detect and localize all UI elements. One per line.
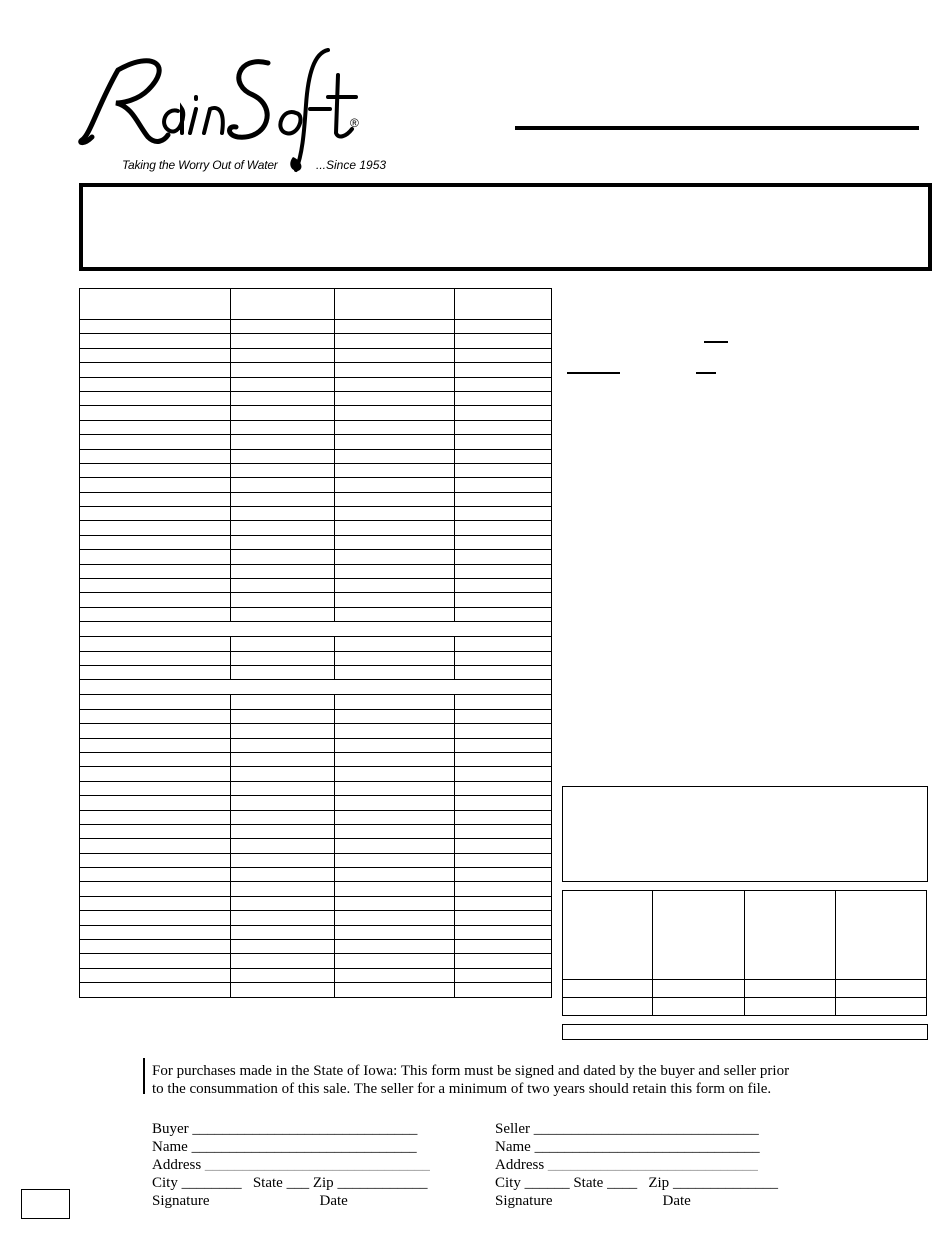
- table-cell: [80, 420, 231, 434]
- table-row: [80, 983, 552, 997]
- table-cell: [335, 334, 455, 348]
- table-row: [80, 320, 552, 334]
- buyer-signature-field: Signature Date: [152, 1193, 348, 1209]
- table-cell: [231, 824, 335, 838]
- table-cell: [231, 954, 335, 968]
- table-cell: [80, 550, 231, 564]
- table-cell: [80, 651, 231, 665]
- table-cell: [455, 954, 552, 968]
- table-row: [80, 637, 552, 651]
- table-row: [80, 940, 552, 954]
- table-cell: [231, 420, 335, 434]
- table-row: [80, 492, 552, 506]
- table-row: [563, 998, 927, 1016]
- table-cell: [231, 882, 335, 896]
- table-row: [80, 348, 552, 362]
- table-cell: [231, 896, 335, 910]
- table-cell: [80, 363, 231, 377]
- table-cell: [455, 593, 552, 607]
- table-cell: [455, 406, 552, 420]
- table-row: [80, 579, 552, 593]
- table-cell: [455, 896, 552, 910]
- table-cell: [80, 507, 231, 521]
- table-row: [80, 651, 552, 665]
- table-cell: [80, 289, 231, 320]
- table-cell: [231, 320, 335, 334]
- thin-box: [562, 1024, 928, 1040]
- svg-text:®: ®: [350, 116, 359, 130]
- table-cell: [335, 593, 455, 607]
- table-cell: [335, 767, 455, 781]
- table-cell: [80, 334, 231, 348]
- table-cell: [231, 637, 335, 651]
- section-row: [80, 680, 552, 695]
- table-cell: [335, 824, 455, 838]
- table-cell: [80, 695, 231, 709]
- table-row: [80, 680, 552, 695]
- table-cell: [231, 839, 335, 853]
- table-cell: [335, 882, 455, 896]
- table-cell: [231, 435, 335, 449]
- table-cell: [455, 911, 552, 925]
- table-row: [80, 377, 552, 391]
- logo-tagline: Taking the Worry Out of Water: [122, 158, 278, 172]
- table-cell: [80, 896, 231, 910]
- table-cell: [455, 363, 552, 377]
- table-cell: [335, 911, 455, 925]
- table-row: [80, 665, 552, 679]
- table-cell: [80, 478, 231, 492]
- table-cell: [335, 391, 455, 405]
- notes-box: [562, 786, 928, 882]
- table-row: [80, 622, 552, 637]
- table-row: [80, 521, 552, 535]
- table-row: [80, 564, 552, 578]
- rainsoft-logo: [78, 45, 378, 175]
- table-cell: [335, 665, 455, 679]
- header-box: [79, 183, 932, 271]
- table-cell: [652, 980, 745, 998]
- table-cell: [80, 492, 231, 506]
- table-cell: [231, 449, 335, 463]
- table-cell: [80, 954, 231, 968]
- table-row: [80, 334, 552, 348]
- table-cell: [231, 925, 335, 939]
- table-row: [80, 391, 552, 405]
- table-cell: [80, 738, 231, 752]
- table-cell: [455, 709, 552, 723]
- table-cell: [231, 478, 335, 492]
- table-cell: [80, 724, 231, 738]
- table-cell: [455, 435, 552, 449]
- table-cell: [335, 579, 455, 593]
- table-row: [563, 891, 927, 980]
- table-cell: [80, 853, 231, 867]
- table-cell: [335, 507, 455, 521]
- table-cell: [80, 925, 231, 939]
- table-cell: [80, 968, 231, 982]
- table-row: [80, 767, 552, 781]
- table-cell: [231, 535, 335, 549]
- table-cell: [231, 868, 335, 882]
- seller-city-field: City ______ State ____ Zip ______________: [495, 1175, 778, 1191]
- table-cell: [563, 980, 653, 998]
- table-cell: [455, 983, 552, 997]
- seller-address-field: Address ____________________________: [495, 1157, 758, 1173]
- table-row: [80, 824, 552, 838]
- table-cell: [231, 289, 335, 320]
- table-row: [80, 738, 552, 752]
- table-row: [80, 839, 552, 853]
- table-row: [80, 868, 552, 882]
- table-cell: [231, 752, 335, 766]
- table-cell: [335, 983, 455, 997]
- table-cell: [455, 492, 552, 506]
- table-row: [80, 420, 552, 434]
- table-cell: [563, 998, 653, 1016]
- table-cell: [563, 891, 653, 980]
- table-row: [80, 882, 552, 896]
- table-cell: [335, 406, 455, 420]
- table-cell: [80, 752, 231, 766]
- table-cell: [652, 891, 745, 980]
- table-cell: [455, 637, 552, 651]
- table-cell: [455, 853, 552, 867]
- section-row: [80, 622, 552, 637]
- table-cell: [455, 824, 552, 838]
- table-cell: [231, 665, 335, 679]
- table-row: [80, 478, 552, 492]
- table-cell: [80, 377, 231, 391]
- table-cell: [231, 607, 335, 621]
- table-row: [80, 507, 552, 521]
- table-cell: [231, 709, 335, 723]
- table-cell: [335, 738, 455, 752]
- table-row: [80, 911, 552, 925]
- table-cell: [335, 810, 455, 824]
- table-cell: [745, 980, 836, 998]
- table-cell: [455, 535, 552, 549]
- table-cell: [231, 363, 335, 377]
- table-row: [80, 752, 552, 766]
- table-cell: [335, 651, 455, 665]
- table-cell: [335, 695, 455, 709]
- table-cell: [80, 637, 231, 651]
- table-cell: [80, 796, 231, 810]
- short-rule-3: [696, 372, 716, 374]
- table-cell: [335, 492, 455, 506]
- table-row: [80, 550, 552, 564]
- table-cell: [335, 449, 455, 463]
- table-cell: [455, 882, 552, 896]
- table-cell: [455, 839, 552, 853]
- table-cell: [80, 607, 231, 621]
- table-cell: [231, 968, 335, 982]
- table-cell: [231, 738, 335, 752]
- table-cell: [652, 998, 745, 1016]
- table-cell: [335, 377, 455, 391]
- table-row: [80, 853, 552, 867]
- table-cell: [231, 724, 335, 738]
- table-cell: [80, 348, 231, 362]
- table-cell: [80, 449, 231, 463]
- table-cell: [455, 391, 552, 405]
- table-cell: [80, 767, 231, 781]
- table-cell: [455, 550, 552, 564]
- seller-signature-field: Signature Date: [495, 1193, 691, 1209]
- table-cell: [80, 593, 231, 607]
- table-cell: [335, 435, 455, 449]
- table-cell: [80, 911, 231, 925]
- table-cell: [231, 796, 335, 810]
- table-row: [80, 695, 552, 709]
- table-cell: [231, 911, 335, 925]
- table-cell: [335, 535, 455, 549]
- table-cell: [455, 564, 552, 578]
- table-cell: [455, 377, 552, 391]
- table-cell: [80, 406, 231, 420]
- table-cell: [335, 637, 455, 651]
- table-cell: [455, 420, 552, 434]
- table-row: [80, 724, 552, 738]
- table-cell: [455, 968, 552, 982]
- table-row: [80, 449, 552, 463]
- table-cell: [455, 810, 552, 824]
- table-cell: [335, 564, 455, 578]
- table-cell: [231, 492, 335, 506]
- table-cell: [80, 564, 231, 578]
- table-row: [80, 796, 552, 810]
- table-cell: [455, 289, 552, 320]
- table-cell: [80, 810, 231, 824]
- table-row: [80, 463, 552, 477]
- notice-bar: [143, 1058, 145, 1094]
- table-cell: [455, 665, 552, 679]
- table-cell: [335, 781, 455, 795]
- table-cell: [335, 853, 455, 867]
- table-cell: [231, 767, 335, 781]
- table-cell: [335, 289, 455, 320]
- table-cell: [455, 507, 552, 521]
- table-cell: [455, 781, 552, 795]
- table-cell: [80, 781, 231, 795]
- table-cell: [80, 320, 231, 334]
- table-cell: [231, 781, 335, 795]
- table-cell: [231, 564, 335, 578]
- table-cell: [231, 651, 335, 665]
- table-cell: [836, 891, 927, 980]
- table-cell: [335, 896, 455, 910]
- table-cell: [455, 320, 552, 334]
- table-cell: [231, 550, 335, 564]
- iowa-notice: [152, 1062, 852, 1098]
- table-cell: [231, 391, 335, 405]
- table-row: [80, 925, 552, 939]
- seller-field: Seller ______________________________: [495, 1121, 759, 1137]
- table-cell: [335, 420, 455, 434]
- table-row: [80, 810, 552, 824]
- table-cell: [455, 348, 552, 362]
- table-cell: [455, 651, 552, 665]
- table-cell: [231, 463, 335, 477]
- summary-grid-table: [562, 890, 927, 1016]
- table-cell: [836, 998, 927, 1016]
- table-cell: [231, 593, 335, 607]
- buyer-name-field: Name ______________________________: [152, 1139, 417, 1155]
- buyer-block: [152, 1120, 430, 1210]
- table-cell: [455, 449, 552, 463]
- short-rule-1: [704, 341, 728, 343]
- table-cell: [80, 579, 231, 593]
- table-cell: [335, 752, 455, 766]
- table-cell: [455, 925, 552, 939]
- table-cell: [231, 983, 335, 997]
- table-cell: [231, 507, 335, 521]
- table-row: [80, 781, 552, 795]
- table-row: [80, 968, 552, 982]
- table-cell: [455, 521, 552, 535]
- table-cell: [455, 607, 552, 621]
- table-cell: [335, 320, 455, 334]
- table-cell: [455, 738, 552, 752]
- table-cell: [231, 334, 335, 348]
- table-row: [80, 593, 552, 607]
- buyer-city-field: City ________ State ___ Zip ____________: [152, 1175, 428, 1191]
- table-cell: [231, 521, 335, 535]
- table-cell: [455, 868, 552, 882]
- table-cell: [335, 925, 455, 939]
- table-cell: [745, 891, 836, 980]
- table-row: [80, 363, 552, 377]
- table-row: [80, 954, 552, 968]
- seller-block: [495, 1120, 778, 1210]
- main-grid-table: [79, 288, 552, 998]
- table-cell: [455, 334, 552, 348]
- table-cell: [231, 940, 335, 954]
- buyer-field: Buyer ______________________________: [152, 1121, 418, 1137]
- logo-since: ...Since 1953: [316, 158, 387, 172]
- table-row: [80, 435, 552, 449]
- table-cell: [335, 463, 455, 477]
- table-cell: [335, 521, 455, 535]
- table-cell: [455, 695, 552, 709]
- table-cell: [335, 940, 455, 954]
- table-cell: [80, 824, 231, 838]
- table-cell: [80, 839, 231, 853]
- table-cell: [836, 980, 927, 998]
- table-cell: [80, 940, 231, 954]
- table-cell: [80, 463, 231, 477]
- table-cell: [745, 998, 836, 1016]
- table-cell: [80, 535, 231, 549]
- table-cell: [455, 463, 552, 477]
- table-row: [80, 406, 552, 420]
- table-cell: [231, 348, 335, 362]
- table-row: [80, 289, 552, 320]
- table-cell: [231, 406, 335, 420]
- seller-name-field: Name ______________________________: [495, 1139, 760, 1155]
- table-row: [563, 980, 927, 998]
- table-cell: [231, 377, 335, 391]
- table-cell: [80, 521, 231, 535]
- table-row: [80, 709, 552, 723]
- table-cell: [80, 665, 231, 679]
- table-cell: [335, 478, 455, 492]
- short-rule-2: [567, 372, 620, 374]
- table-cell: [335, 348, 455, 362]
- table-cell: [231, 853, 335, 867]
- table-cell: [455, 579, 552, 593]
- table-cell: [455, 796, 552, 810]
- table-row: [80, 607, 552, 621]
- table-cell: [455, 724, 552, 738]
- table-cell: [335, 607, 455, 621]
- title-rule: [515, 126, 919, 130]
- buyer-address-field: Address ______________________________: [152, 1157, 430, 1173]
- table-cell: [80, 391, 231, 405]
- table-row: [80, 896, 552, 910]
- table-cell: [80, 882, 231, 896]
- table-cell: [455, 940, 552, 954]
- table-cell: [80, 709, 231, 723]
- table-cell: [335, 363, 455, 377]
- page-number-box: [21, 1189, 70, 1219]
- table-cell: [80, 868, 231, 882]
- table-cell: [335, 724, 455, 738]
- table-cell: [455, 767, 552, 781]
- table-cell: [335, 839, 455, 853]
- table-cell: [455, 752, 552, 766]
- table-cell: [231, 695, 335, 709]
- iowa-notice-line-2: to the consummation of this sale. The seller for a minimum of two years should retain this form on file.: [152, 1081, 772, 1097]
- table-cell: [335, 550, 455, 564]
- table-cell: [231, 579, 335, 593]
- table-cell: [455, 478, 552, 492]
- table-cell: [335, 954, 455, 968]
- table-cell: [80, 435, 231, 449]
- table-cell: [335, 796, 455, 810]
- table-cell: [335, 868, 455, 882]
- iowa-notice-line-1: For purchases made in the State of Iowa: This form must be signed and dated by the buyer and seller prior: [152, 1063, 790, 1079]
- table-row: [80, 535, 552, 549]
- table-cell: [335, 968, 455, 982]
- table-cell: [335, 709, 455, 723]
- table-cell: [80, 983, 231, 997]
- table-cell: [231, 810, 335, 824]
